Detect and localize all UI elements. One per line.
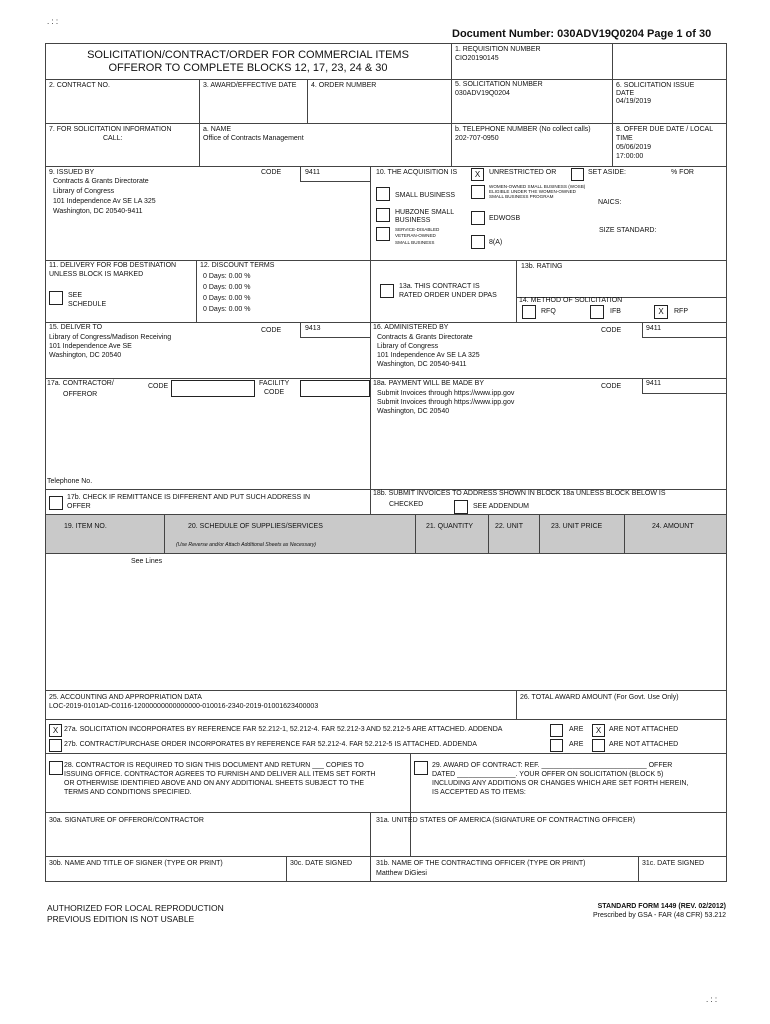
rfp-checkbox[interactable]: X bbox=[654, 305, 668, 319]
set-aside-checkbox[interactable] bbox=[571, 168, 584, 181]
discount-term: 0 Days: 0.00 % bbox=[203, 284, 251, 291]
contact-name-value: Office of Contracts Management bbox=[203, 135, 304, 142]
contractor-sign-text: ISSUING OFFICE. CONTRACTOR AGREES TO FURNISH AND DELIVER ALL ITEMS SET FORTH bbox=[64, 771, 376, 778]
amount-header: 24. AMOUNT bbox=[652, 523, 694, 530]
deliver-to-code-label: CODE bbox=[261, 327, 282, 334]
see-schedule-label-2: SCHEDULE bbox=[68, 301, 107, 308]
officer-name-label: 31b. NAME OF THE CONTRACTING OFFICER (TYPE OR PRINT) bbox=[376, 860, 586, 867]
addenda-27a-are-not-checkbox[interactable]: X bbox=[592, 724, 605, 737]
see-schedule-checkbox[interactable] bbox=[49, 291, 63, 305]
supplies-header: 20. SCHEDULE OF SUPPLIES/SERVICES bbox=[188, 523, 323, 530]
payment-line: Submit Invoices through https://www.ipp.gov bbox=[377, 399, 515, 406]
payment-by-label: 18a. PAYMENT WILL BE MADE BY bbox=[373, 380, 484, 387]
submit-invoices-label-2: CHECKED bbox=[389, 501, 424, 508]
addenda-27b-are-label: ARE bbox=[569, 741, 584, 748]
form-title-line1: SOLICITATION/CONTRACT/ORDER FOR COMMERCIAL ITEMS bbox=[87, 49, 409, 61]
offer-due-time: 17:00:00 bbox=[616, 153, 644, 160]
edwosb-checkbox[interactable] bbox=[471, 211, 485, 225]
addenda-27a-are-not-label: ARE NOT ATTACHED bbox=[609, 726, 679, 733]
ifb-checkbox[interactable] bbox=[590, 305, 604, 319]
form-title-line2: OFFEROR TO COMPLETE BLOCKS 12, 17, 23, 24 & 30 bbox=[108, 62, 388, 74]
rfp-label: RFP bbox=[674, 308, 688, 315]
deliver-to-line: Washington, DC 20540 bbox=[49, 352, 122, 359]
small-business-checkbox[interactable] bbox=[376, 187, 390, 201]
issue-date-value: 04/19/2019 bbox=[616, 98, 652, 105]
award-contract-text: DATED _______________. YOUR OFFER ON SOLICITATION (BLOCK 5) bbox=[432, 771, 664, 778]
eight-a-checkbox[interactable] bbox=[471, 235, 485, 249]
method-solicitation-label: 14. METHOD OF SOLICITATION bbox=[519, 297, 623, 304]
discount-terms-label: 12. DISCOUNT TERMS bbox=[200, 262, 275, 269]
administered-by-line: 101 Independence Av SE LA 325 bbox=[377, 352, 480, 359]
administered-by-label: 16. ADMINISTERED BY bbox=[373, 324, 449, 331]
discount-term: 0 Days: 0.00 % bbox=[203, 306, 251, 313]
deliver-to-label: 15. DELIVER TO bbox=[49, 324, 103, 331]
award-contract-text: IS ACCEPTED AS TO ITEMS: bbox=[432, 789, 526, 796]
payment-code-label: CODE bbox=[601, 383, 622, 390]
eight-a-label: 8(A) bbox=[489, 239, 503, 246]
telephone-no-label: Telephone No. bbox=[47, 478, 93, 485]
discount-term: 0 Days: 0.00 % bbox=[203, 273, 251, 280]
delivery-fob-label-1: 11. DELIVERY FOR FOB DESTINATION bbox=[49, 262, 177, 269]
award-contract-text: INCLUDING ANY ADDITIONS OR CHANGES WHICH ARE SET FORTH HEREIN, bbox=[432, 780, 689, 787]
issued-by-code-label: CODE bbox=[261, 169, 282, 176]
document-number: Document Number: 030ADV19Q0204 Page 1 of 30 bbox=[452, 28, 712, 40]
telephone-label: b. TELEPHONE NUMBER (No collect calls) bbox=[455, 126, 591, 133]
requisition-number-label: 1. REQUISITION NUMBER bbox=[455, 46, 541, 53]
far-27a-text: 27a. SOLICITATION INCORPORATES BY REFERENCE FAR 52.212-1, 52.212-4. FAR 52.212-3 AND 52.212-5 ARE ATTACHED. ADDENDA bbox=[64, 726, 503, 733]
footer-reproduction: AUTHORIZED FOR LOCAL REPRODUCTION bbox=[47, 903, 224, 913]
corner-mark-bottom: . : : bbox=[706, 995, 718, 1004]
offeror-date-label: 30c. DATE SIGNED bbox=[290, 860, 353, 867]
facility-code-field[interactable] bbox=[300, 380, 370, 397]
contractor-label-1: 17a. CONTRACTOR/ bbox=[47, 380, 114, 387]
unit-price-header: 23. UNIT PRICE bbox=[551, 523, 603, 530]
hubzone-checkbox[interactable] bbox=[376, 208, 390, 222]
quantity-header: 21. QUANTITY bbox=[426, 523, 474, 530]
remittance-label-2: OFFER bbox=[67, 503, 91, 510]
contractor-sign-text: 28. CONTRACTOR IS REQUIRED TO SIGN THIS DOCUMENT AND RETURN ___ COPIES TO bbox=[64, 762, 364, 769]
signer-name-label: 30b. NAME AND TITLE OF SIGNER (TYPE OR PRINT) bbox=[49, 860, 223, 867]
deliver-to-code: 9413 bbox=[305, 325, 321, 332]
award-contract-text: 29. AWARD OF CONTRACT: REF. ___________________________ OFFER bbox=[432, 762, 673, 769]
sdvosb-line: SERVICE-DISABLED bbox=[395, 227, 440, 232]
offer-due-label-2: TIME bbox=[616, 135, 633, 142]
issued-by-line: Washington, DC 20540-9411 bbox=[53, 208, 143, 215]
item-no-header: 19. ITEM NO. bbox=[64, 523, 107, 530]
set-aside-label: SET ASIDE: bbox=[588, 169, 626, 176]
administered-by-line: Washington, DC 20540-9411 bbox=[377, 361, 467, 368]
dpas-label-1: 13a. THIS CONTRACT IS bbox=[399, 283, 480, 290]
facility-code-label-1: FACILITY bbox=[259, 380, 290, 387]
delivery-fob-label-2: UNLESS BLOCK IS MARKED bbox=[49, 271, 144, 278]
wosb-checkbox[interactable] bbox=[471, 185, 485, 199]
offer-due-label-1: 8. OFFER DUE DATE / LOCAL bbox=[616, 126, 714, 133]
contractor-label-2: OFFEROR bbox=[63, 391, 98, 398]
solicitation-info-label-2: CALL: bbox=[103, 135, 123, 142]
facility-code-label-2: CODE bbox=[264, 389, 285, 396]
addenda-27b-are-checkbox[interactable] bbox=[550, 739, 563, 752]
issue-date-label-2: DATE bbox=[616, 90, 635, 97]
wosb-line: SMALL BUSINESS PROGRAM bbox=[489, 194, 554, 199]
administered-by-line: Contracts & Grants Directorate bbox=[377, 334, 473, 341]
administered-by-code: 9411 bbox=[646, 325, 662, 332]
officer-signature-label: 31a. UNITED STATES OF AMERICA (SIGNATURE OF CONTRACTING OFFICER) bbox=[376, 817, 636, 824]
remittance-checkbox[interactable] bbox=[49, 496, 63, 510]
schedule-header bbox=[45, 514, 727, 554]
submit-invoices-label-1: 18b. SUBMIT INVOICES TO ADDRESS SHOWN IN BLOCK 18a UNLESS BLOCK BELOW IS bbox=[373, 490, 666, 497]
contact-name-label: a. NAME bbox=[203, 126, 232, 133]
rating-label: 13b. RATING bbox=[521, 263, 563, 270]
dpas-label-2: RATED ORDER UNDER DPAS bbox=[399, 292, 497, 299]
see-schedule-label-1: SEE bbox=[68, 292, 83, 299]
addenda-27a-are-label: ARE bbox=[569, 726, 584, 733]
see-addendum-checkbox[interactable] bbox=[454, 500, 468, 514]
officer-name-value: Matthew DiGiesi bbox=[376, 870, 427, 877]
see-addendum-label: SEE ADDENDUM bbox=[473, 503, 530, 510]
see-lines-text: See Lines bbox=[131, 558, 163, 565]
corner-mark-top: . : : bbox=[47, 17, 59, 26]
unrestricted-checkbox[interactable]: X bbox=[471, 168, 484, 181]
schedule-note: (Use Reverse and/or Attach Additional Sheets as Necessary) bbox=[176, 542, 317, 548]
officer-date-label: 31c. DATE SIGNED bbox=[642, 860, 705, 867]
hubzone-line: BUSINESS bbox=[395, 217, 431, 224]
contract-no-label: 2. CONTRACT NO. bbox=[49, 82, 110, 89]
hubzone-line: HUBZONE SMALL bbox=[395, 209, 455, 216]
accounting-label: 25. ACCOUNTING AND APPROPRIATION DATA bbox=[49, 694, 202, 701]
issued-by-line: Contracts & Grants Directorate bbox=[53, 178, 149, 185]
sdvosb-line: SMALL BUSINESS bbox=[395, 240, 435, 245]
issued-by-line: 101 Independence Av SE LA 325 bbox=[53, 198, 156, 205]
issued-by-line: Library of Congress bbox=[53, 188, 115, 195]
contractor-code-field[interactable] bbox=[171, 380, 255, 397]
contractor-code-label: CODE bbox=[148, 383, 169, 390]
offer-due-date: 05/06/2019 bbox=[616, 144, 652, 151]
offeror-signature-label: 30a. SIGNATURE OF OFFEROR/CONTRACTOR bbox=[49, 817, 204, 824]
wosb-line: ELIGIBLE UNDER THE WOMEN-OWNED bbox=[489, 189, 576, 194]
sdvosb-checkbox[interactable] bbox=[376, 227, 390, 241]
discount-term: 0 Days: 0.00 % bbox=[203, 295, 251, 302]
payment-code: 9411 bbox=[646, 380, 662, 387]
naics-label: NAICS: bbox=[598, 199, 622, 206]
addenda-27a-are-checkbox[interactable] bbox=[550, 724, 563, 737]
order-number-label: 4. ORDER NUMBER bbox=[311, 82, 377, 89]
ifb-label: IFB bbox=[610, 308, 621, 315]
deliver-to-line: Library of Congress/Madison Receiving bbox=[49, 334, 172, 341]
requisition-number-value: CIO20190145 bbox=[455, 55, 499, 62]
solicitation-info-label-1: 7. FOR SOLICITATION INFORMATION bbox=[49, 126, 172, 133]
sdvosb-line: VETERAN-OWNED bbox=[395, 233, 436, 238]
award-contract-checkbox[interactable] bbox=[414, 761, 428, 775]
far-27b-text: 27b. CONTRACT/PURCHASE ORDER INCORPORATES BY REFERENCE FAR 52.212-4. FAR 52.212-5 IS ATTACHED. ADDENDA bbox=[64, 741, 477, 748]
contractor-sign-text: TERMS AND CONDITIONS SPECIFIED. bbox=[64, 789, 192, 796]
remittance-label-1: 17b. CHECK IF REMITTANCE IS DIFFERENT AND PUT SUCH ADDRESS IN bbox=[67, 494, 311, 501]
deliver-to-line: 101 Independence Ave SE bbox=[49, 343, 132, 350]
dpas-checkbox[interactable] bbox=[380, 284, 394, 298]
percent-for-label: % FOR bbox=[671, 169, 694, 176]
rfq-checkbox[interactable] bbox=[522, 305, 536, 319]
small-business-label: SMALL BUSINESS bbox=[395, 192, 456, 199]
telephone-value: 202-707-0950 bbox=[455, 135, 499, 142]
far-incorporates-checkbox[interactable]: X bbox=[49, 724, 62, 737]
payment-line: Submit Invoices through https://www.ipp.gov bbox=[377, 390, 515, 397]
footer-previous-edition: PREVIOUS EDITION IS NOT USABLE bbox=[47, 914, 195, 924]
wosb-line: WOMEN-OWNED SMALL BUSINESS (WOSB) bbox=[489, 184, 586, 189]
contractor-sign-text: OR OTHERWISE IDENTIFIED ABOVE AND ON ANY ADDITIONAL SHEETS SUBJECT TO THE bbox=[64, 780, 365, 787]
addenda-27b-are-not-label: ARE NOT ATTACHED bbox=[609, 741, 679, 748]
rfq-label: RFQ bbox=[541, 308, 556, 315]
far-27b-checkbox[interactable] bbox=[49, 739, 62, 752]
addenda-27b-are-not-checkbox[interactable] bbox=[592, 739, 605, 752]
issued-by-label: 9. ISSUED BY bbox=[49, 169, 95, 176]
size-standard-label: SIZE STANDARD: bbox=[599, 227, 657, 234]
total-award-label: 26. TOTAL AWARD AMOUNT (For Govt. Use Only) bbox=[520, 694, 679, 701]
administered-by-line: Library of Congress bbox=[377, 343, 439, 350]
acquisition-label: 10. THE ACQUISITION IS bbox=[376, 169, 458, 176]
edwosb-label: EDWOSB bbox=[489, 215, 521, 222]
solicitation-number-value: 030ADV19Q0204 bbox=[455, 90, 510, 97]
unrestricted-label: UNRESTRICTED OR bbox=[489, 169, 557, 176]
payment-line: Washington, DC 20540 bbox=[377, 408, 450, 415]
issued-by-code: 9411 bbox=[305, 169, 321, 176]
accounting-value: LOC-2019-0101AD-C0116-12000000000000000-010016-2340-2019-01001623400003 bbox=[49, 703, 319, 710]
award-date-label: 3. AWARD/EFFECTIVE DATE bbox=[203, 82, 297, 89]
footer-prescribed-by: Prescribed by GSA - FAR (48 CFR) 53.212 bbox=[592, 912, 726, 919]
unit-header: 22. UNIT bbox=[495, 523, 524, 530]
contractor-sign-checkbox[interactable] bbox=[49, 761, 63, 775]
issue-date-label-1: 6. SOLICITATION ISSUE bbox=[616, 82, 695, 89]
footer-standard-form: STANDARD FORM 1449 (REV. 02/2012) bbox=[597, 903, 726, 910]
administered-by-code-label: CODE bbox=[601, 327, 622, 334]
solicitation-number-label: 5. SOLICITATION NUMBER bbox=[455, 81, 543, 88]
